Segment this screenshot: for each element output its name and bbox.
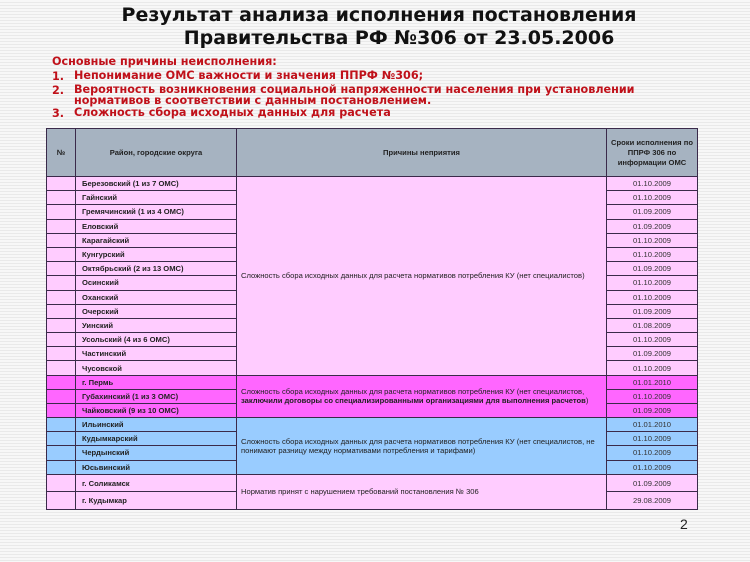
- row-num: [47, 431, 76, 445]
- row-num: [47, 191, 76, 205]
- row-district: г. Соликамск: [76, 474, 237, 492]
- row-district: Губахинский (1 из 3 ОМС): [76, 389, 237, 403]
- row-district: Березовский (1 из 7 ОМС): [76, 177, 237, 191]
- row-date: 01.09.2009: [607, 205, 698, 219]
- table-row: [47, 474, 698, 492]
- row-date: 01.10.2009: [607, 233, 698, 247]
- row-district: г. Кудымкар: [76, 492, 237, 510]
- row-date: 01.09.2009: [607, 304, 698, 318]
- row-num: [47, 347, 76, 361]
- row-date: 01.10.2009: [607, 290, 698, 304]
- row-district: Гремячинский (1 из 4 ОМС): [76, 205, 237, 219]
- group-reason: Норматив принят с нарушением требований постановления № 306: [237, 474, 607, 509]
- group-reason: Сложность сбора исходных данных для расчета нормативов потребления КУ (нет специалистов, не понимают разницу между нормативами потребления и тарифами): [237, 417, 607, 474]
- row-num: [47, 177, 76, 191]
- row-district: г. Пермь: [76, 375, 237, 389]
- row-date: 01.10.2009: [607, 276, 698, 290]
- row-district: Кунгурский: [76, 247, 237, 261]
- row-district: Усольский (4 из 6 ОМС): [76, 333, 237, 347]
- reason-item: [52, 108, 712, 121]
- row-num: [47, 474, 76, 492]
- row-num: [47, 460, 76, 474]
- group-reason: Сложность сбора исходных данных для расчета нормативов потребления КУ (нет специалистов): [237, 177, 607, 376]
- row-num: [47, 290, 76, 304]
- row-date: 01.01.2010: [607, 417, 698, 431]
- slide-title-line2: Правительства РФ №306 от 23.05.2006: [183, 27, 615, 49]
- row-num: [47, 233, 76, 247]
- row-district: Частинский: [76, 347, 237, 361]
- row-date: 01.09.2009: [607, 347, 698, 361]
- row-date: 01.09.2009: [607, 474, 698, 492]
- table-row: [47, 417, 698, 431]
- row-date: 01.10.2009: [607, 389, 698, 403]
- row-district: Октябрьский (2 из 13 ОМС): [76, 262, 237, 276]
- reason-item: [52, 85, 712, 106]
- row-district: Очерский: [76, 304, 237, 318]
- row-num: [47, 403, 76, 417]
- reason-number: 3.: [52, 107, 65, 120]
- reason-text: Непонимание ОМС важности и значения ППРФ №306;: [74, 68, 424, 82]
- row-date: 01.09.2009: [607, 219, 698, 233]
- row-district: Кудымкарский: [76, 431, 237, 445]
- row-num: [47, 417, 76, 431]
- page-number: 2: [680, 516, 688, 532]
- row-date: 01.10.2009: [607, 333, 698, 347]
- reasons-list: [52, 56, 712, 123]
- row-num: [47, 205, 76, 219]
- row-date: 01.10.2009: [607, 361, 698, 375]
- row-date: 01.10.2009: [607, 247, 698, 261]
- row-num: [47, 446, 76, 460]
- row-date: 01.10.2009: [607, 460, 698, 474]
- row-district: Чайковский (9 из 10 ОМС): [76, 403, 237, 417]
- districts-table: [46, 128, 698, 510]
- reason-text: Вероятность возникновения социальной напряженности населения при установлении нормативов в соответствии с данным постановлением.: [74, 83, 635, 107]
- header-district: Район, городские округа: [76, 129, 237, 177]
- table-row: [47, 177, 698, 191]
- reason-number: 2.: [52, 84, 65, 97]
- header-deadline: Сроки исполнения по ППРФ 306 по информации ОМС: [607, 129, 698, 177]
- row-date: 01.10.2009: [607, 177, 698, 191]
- reasons-heading: Основные причины неисполнения:: [52, 55, 277, 68]
- reason-item: [52, 68, 712, 84]
- table-header-row: [47, 129, 698, 177]
- row-date: 29.08.2009: [607, 492, 698, 510]
- header-reason: Причины неприятия: [237, 129, 607, 177]
- row-num: [47, 389, 76, 403]
- row-num: [47, 276, 76, 290]
- slide-title: [0, 4, 750, 50]
- row-district: Осинский: [76, 276, 237, 290]
- row-num: [47, 219, 76, 233]
- row-district: Чусовской: [76, 361, 237, 375]
- row-district: Еловский: [76, 219, 237, 233]
- row-num: [47, 333, 76, 347]
- row-district: Ильинский: [76, 417, 237, 431]
- row-district: Юсьвинский: [76, 460, 237, 474]
- row-district: Чердынский: [76, 446, 237, 460]
- row-district: Уинский: [76, 318, 237, 332]
- group-reason: [237, 375, 607, 417]
- row-num: [47, 492, 76, 510]
- row-num: [47, 304, 76, 318]
- row-date: 01.01.2010: [607, 375, 698, 389]
- row-num: [47, 247, 76, 261]
- group-reason-emphasis: заключили договоры со специализированными организациями для выполнения расчетов: [241, 396, 586, 406]
- table-row: [47, 375, 698, 389]
- row-num: [47, 361, 76, 375]
- row-date: 01.10.2009: [607, 446, 698, 460]
- header-num: №: [47, 129, 76, 177]
- reason-number: 1.: [52, 69, 65, 83]
- row-num: [47, 318, 76, 332]
- row-district: Гайнский: [76, 191, 237, 205]
- row-date: 01.09.2009: [607, 403, 698, 417]
- row-date: 01.10.2009: [607, 431, 698, 445]
- row-date: 01.08.2009: [607, 318, 698, 332]
- row-date: 01.10.2009: [607, 191, 698, 205]
- group-reason-end: ): [585, 396, 589, 406]
- row-num: [47, 375, 76, 389]
- slide-title-line1: Результат анализа исполнения постановления: [121, 4, 637, 26]
- reason-text: Сложность сбора исходных данных для расчета: [74, 106, 391, 119]
- group-reason-text: Сложность сбора исходных данных для расчета нормативов потребления КУ (нет специалистов,: [241, 387, 585, 397]
- row-num: [47, 262, 76, 276]
- row-district: Карагайский: [76, 233, 237, 247]
- row-district: Оханский: [76, 290, 237, 304]
- row-date: 01.09.2009: [607, 262, 698, 276]
